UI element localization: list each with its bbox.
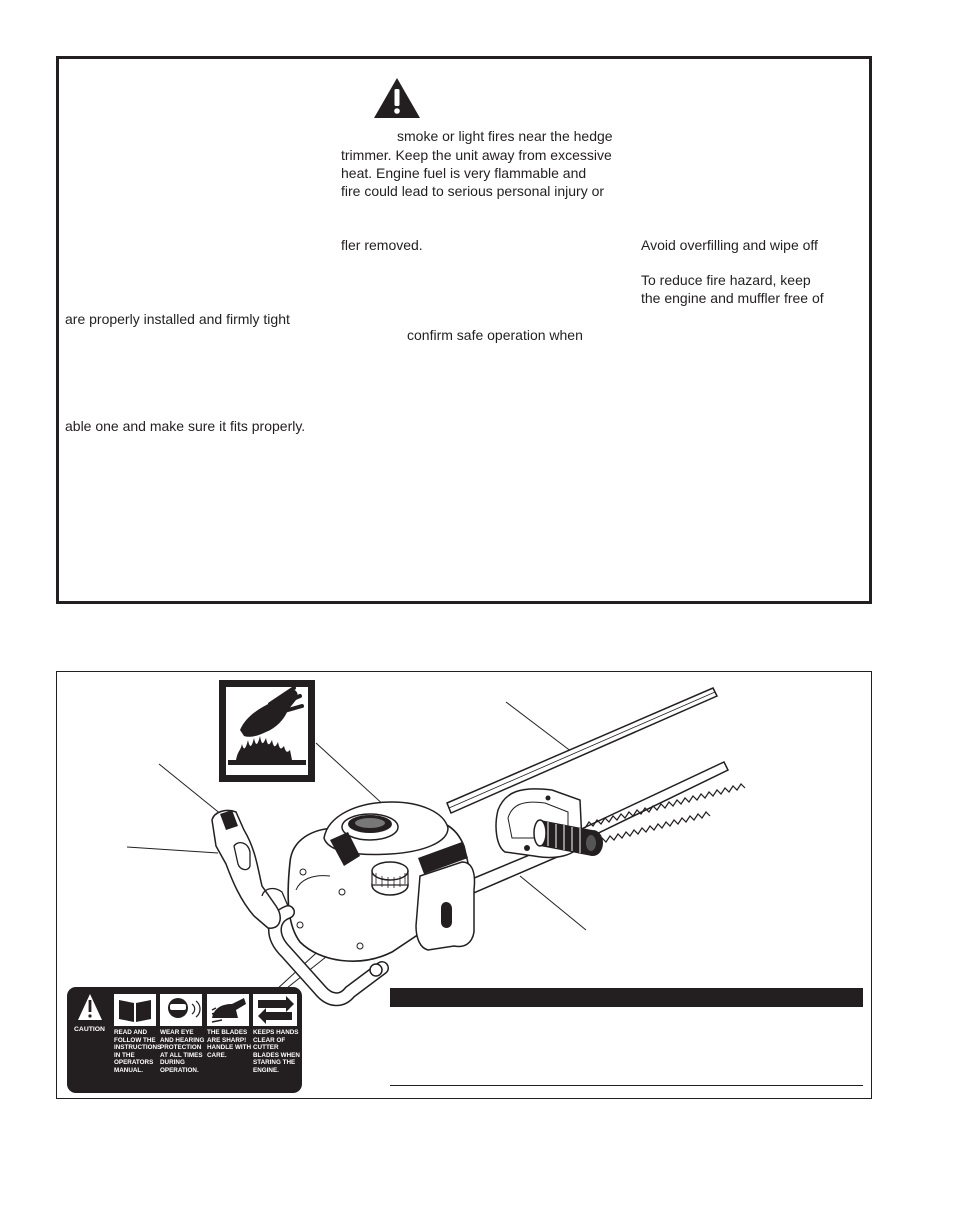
fits-properly-line: able one and make sure it fits properly. — [65, 418, 306, 434]
confirm-operation-line: confirm safe operation when — [407, 327, 583, 343]
fire-warning-line-1: smoke or light fires near the hedge — [397, 128, 613, 144]
decal-panel-sharp-blades-text: THE BLADES ARE SHARP! HANDLE WITH CARE. — [207, 1029, 252, 1059]
muffler-warning-line: fler removed. — [341, 237, 423, 253]
decal-panel-protection-text: WEAR EYE AND HEARING PROTECTION AT ALL TIMES DURING OPERATION. — [160, 1029, 205, 1074]
hot-surface-icon — [219, 680, 315, 782]
fire-warning-line-2: trimmer. Keep the unit away from excessive — [341, 147, 612, 163]
fire-hazard-line-1: To reduce fire hazard, keep — [641, 272, 811, 288]
fire-hazard-line-2: the engine and muffler free of — [641, 290, 824, 306]
fire-warning-line-3: heat. Engine fuel is very flammable and — [341, 165, 587, 181]
caution-decal-label: CAUTION — [74, 1026, 105, 1033]
installed-tight-line: are properly installed and firmly tight — [65, 311, 290, 327]
decal-panel-hands-clear-text: KEEPS HANDS CLEAR OF CUTTER BLADES WHEN STARING THE ENGINE. — [253, 1029, 300, 1074]
decal-panel-manual-text: READ AND FOLLOW THE INSTRUCTIONS IN THE OPERATORS MANUAL. — [114, 1029, 162, 1074]
specifications-bottom-rule — [390, 1085, 863, 1086]
engine-body — [288, 802, 474, 961]
fire-warning-line-4: fire could lead to serious personal injury or — [341, 183, 605, 199]
specifications-header-bar — [390, 988, 863, 1007]
overfill-warning-line: Avoid overfilling and wipe off — [641, 237, 818, 253]
